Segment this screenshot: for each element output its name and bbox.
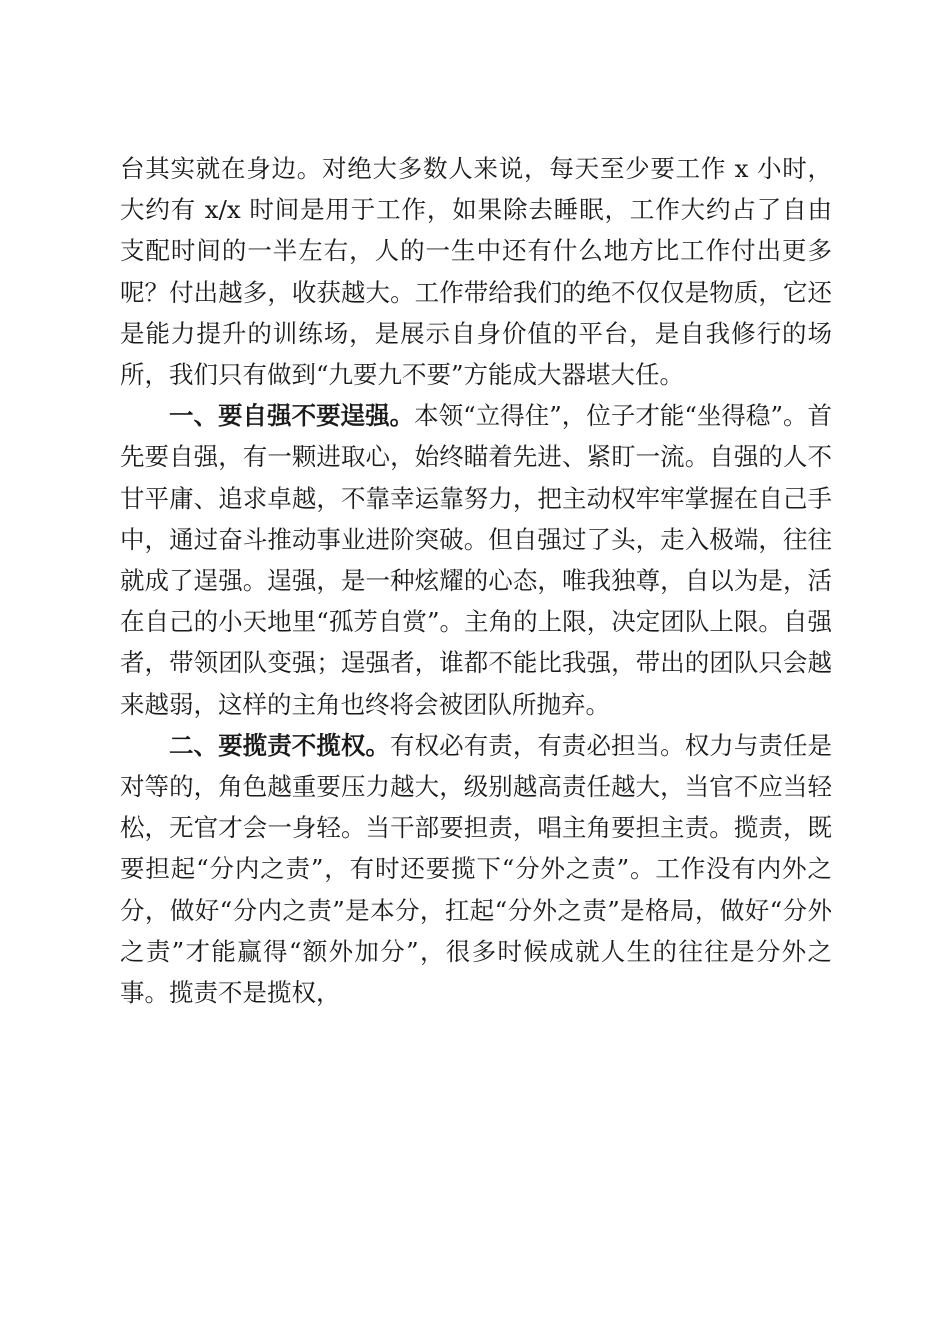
- paragraph-section-2: [120, 725, 832, 1013]
- section-heading: 二、要揽责不揽权。: [169, 730, 391, 760]
- section-heading: 一、要自强不要逞强。: [169, 401, 415, 431]
- paragraph-intro: [120, 148, 832, 395]
- paragraph-section-1: [120, 395, 832, 725]
- paragraph-text: 有权必有责，有责必担当。权力与责任是对等的，角色越重要压力越大，级别越高责任越大，当官不应当轻松，无官才会一身轻。当干部要担责，唱主角要担主责。揽责，既要担起“分内之责”，有时还要揽下“分外之责”。工作没有内外之分，做好“分内之责”是本分，扛起“分外之责”是格局，做好“分外之责”才能赢得“额外加分”，很多时候成就人生的往往是分外之事。揽责不是揽权，: [120, 730, 833, 1008]
- document-body: [120, 148, 832, 1013]
- paragraph-text: 台其实就在身边。对绝大多数人来说，每天至少要工作 x 小时，大约有 x/x 时间是用于工作，如果除去睡眠，工作大约占了自由支配时间的一半左右，人的一生中还有什么地方比工作付出更多呢？付出越多，收获越大。工作带给我们的绝不仅仅是物质，它还是能力提升的训练场，是展示自身价值的平台，是自我修行的场所，我们只有做到“九要九不要”方能成大器堪大任。: [120, 154, 832, 390]
- paragraph-text: 本领“立得住”，位子才能“坐得稳”。首先要自强，有一颗进取心，始终瞄着先进、紧盯一流。自强的人不甘平庸、追求卓越，不靠幸运靠努力，把主动权牢牢掌握在自己手中，通过奋斗推动事业进阶突破。但自强过了头，走入极端，往往就成了逞强。逞强，是一种炫耀的心态，唯我独尊，自以为是，活在自己的小天地里“孤芳自赏”。主角的上限，决定团队上限。自强者，带领团队变强；逞强者，谁都不能比我强，带出的团队只会越来越弱，这样的主角也终将会被团队所抛弃。: [120, 401, 832, 719]
